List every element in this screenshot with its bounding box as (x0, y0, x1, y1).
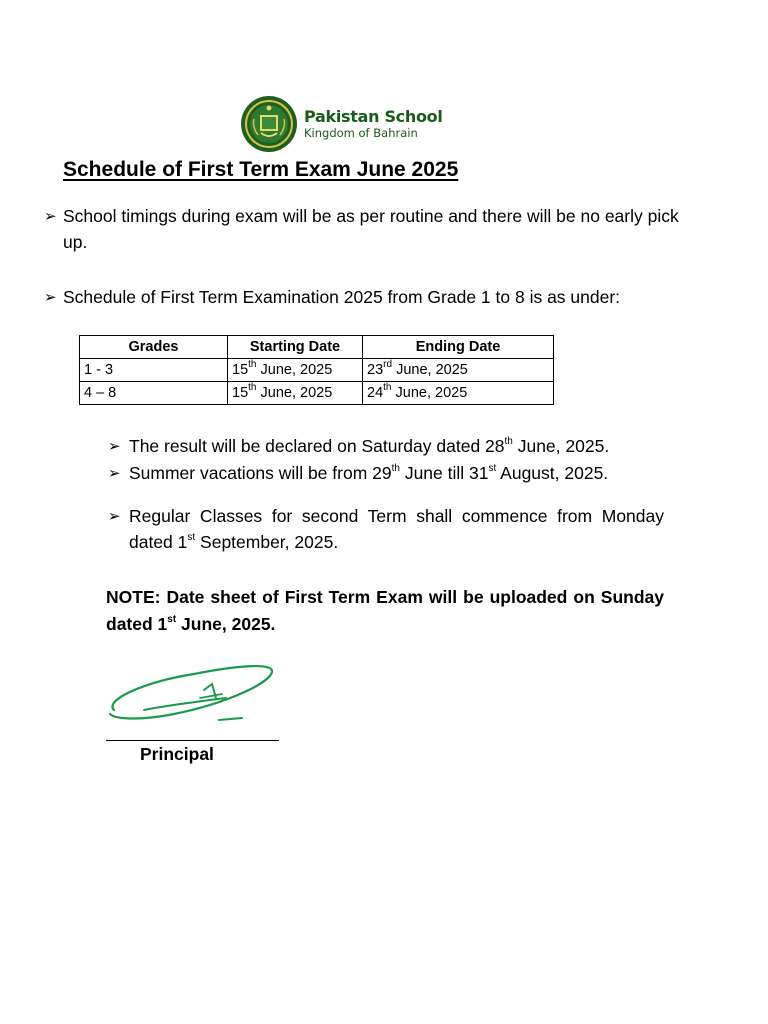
signature-title: Principal (140, 744, 214, 764)
bullet-text: School timings during exam will be as per routine and there will be no early pick up. (63, 206, 679, 252)
bullet-text: Regular Classes for second Term shall commence from Monday dated 1st September, 2025. (129, 506, 664, 552)
cell-end-date: 23rd June, 2025 (363, 359, 554, 382)
school-logo (240, 95, 443, 155)
bullet-summer-vacations (108, 460, 688, 486)
header-starting-date: Starting Date (228, 336, 363, 359)
logo-school-name: Pakistan School (304, 107, 443, 126)
header-grades: Grades (80, 336, 228, 359)
table-row (80, 382, 554, 405)
school-emblem-icon (240, 95, 298, 153)
signature-line (106, 740, 279, 741)
cell-end-date: 24th June, 2025 (363, 382, 554, 405)
cell-grade: 1 - 3 (80, 359, 228, 382)
arrow-bullet-icon: ➢ (44, 207, 57, 225)
bullet-regular-classes (108, 503, 664, 555)
bullet-text: Summer vacations will be from 29th June till 31st August, 2025. (129, 463, 609, 483)
table-header-row (80, 336, 554, 359)
cell-start-date: 15th June, 2025 (228, 382, 363, 405)
arrow-bullet-icon: ➢ (108, 464, 121, 482)
header-ending-date: Ending Date (363, 336, 554, 359)
page-title: Schedule of First Term Exam June 2025 (63, 158, 459, 181)
cell-grade: 4 – 8 (80, 382, 228, 405)
bullet-result-date (108, 433, 688, 459)
bullet-schedule-intro (44, 284, 724, 310)
bullet-text: Schedule of First Term Examination 2025 from Grade 1 to 8 is as under: (63, 287, 621, 307)
note-date-sheet: NOTE: Date sheet of First Term Exam will be uploaded on Sunday dated 1st June, 2025. (106, 587, 664, 634)
arrow-bullet-icon: ➢ (108, 507, 121, 525)
arrow-bullet-icon: ➢ (108, 437, 121, 455)
bullet-school-timings (44, 203, 694, 255)
schedule-table (79, 335, 554, 405)
table-row (80, 359, 554, 382)
cell-start-date: 15th June, 2025 (228, 359, 363, 382)
logo-school-location: Kingdom of Bahrain (304, 126, 418, 140)
principal-signature (104, 660, 279, 726)
bullet-text: The result will be declared on Saturday dated 28th June, 2025. (129, 436, 610, 456)
arrow-bullet-icon: ➢ (44, 288, 57, 306)
